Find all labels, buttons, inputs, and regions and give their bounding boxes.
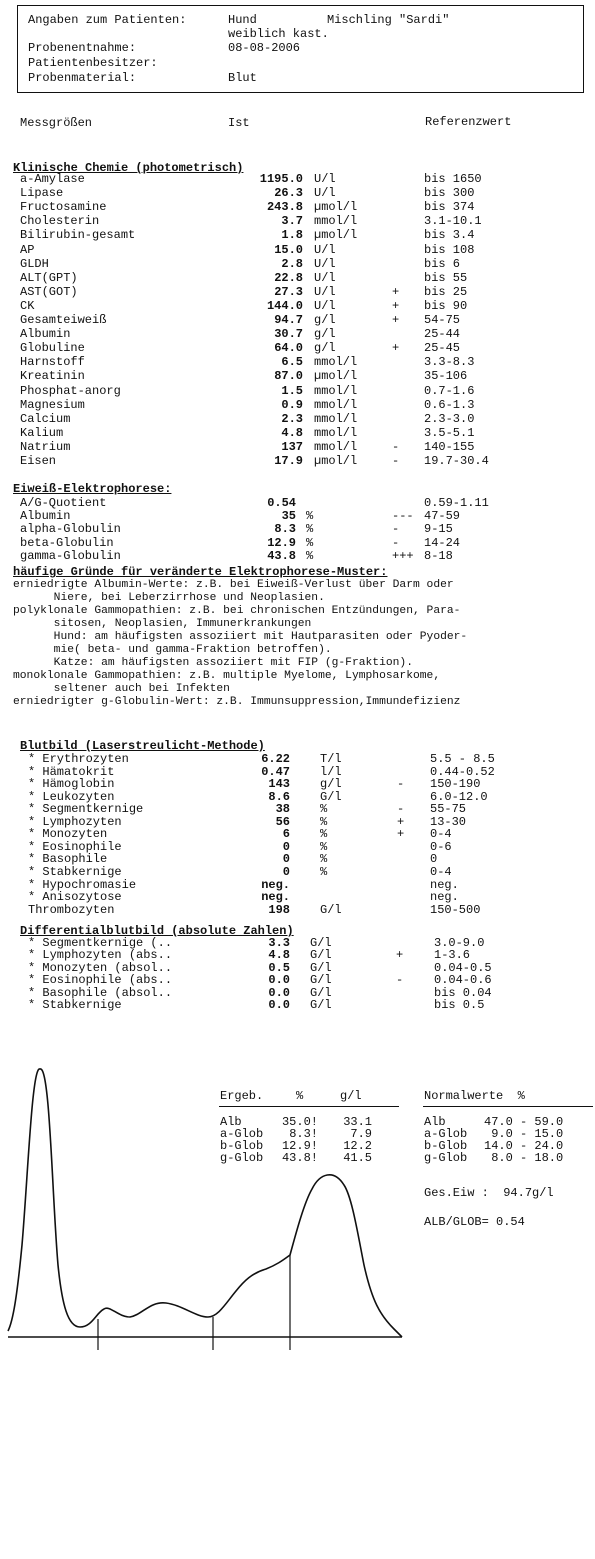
row-name: Calcium [20, 411, 71, 426]
row-ref: bis 6 [424, 256, 461, 271]
row-ref: 9-15 [424, 522, 453, 537]
row-value: 0 [282, 839, 290, 854]
sample-date: 08-08-2006 [228, 41, 301, 55]
row-ref: bis 0.5 [434, 998, 485, 1012]
row-flag: + [396, 948, 404, 963]
row-ref: 14-24 [424, 535, 461, 550]
row-name: gamma-Globulin [20, 548, 121, 563]
row-name: A/G-Quotient [20, 496, 107, 510]
row-unit: mmol/l [314, 355, 358, 370]
row-name: * Segmentkernige (.. [28, 936, 173, 950]
muster-line: polyklonale Gammopathien: z.B. bei chronischen Entzündungen, Para- [13, 605, 461, 617]
row-flag: - [392, 535, 400, 550]
row-name: AST(GOT) [20, 284, 78, 299]
row-value: 43.8 [267, 548, 296, 563]
row-ref: 35-106 [424, 369, 468, 384]
row-name: ALT(GPT) [20, 270, 78, 285]
patient-breed-name: Mischling "Sardi" [327, 13, 450, 27]
row-name: * Leukozyten [28, 789, 115, 804]
row-name: * Monozyten [28, 827, 108, 842]
row-unit: g/l [314, 341, 336, 356]
row-unit: % [306, 522, 314, 537]
row-ref: 3.3-8.3 [424, 355, 475, 370]
row-name: Thrombozyten [28, 902, 115, 917]
row-ref: 0.04-0.5 [434, 960, 492, 975]
row-value: 137 [281, 439, 303, 454]
row-ref: bis 1650 [424, 172, 482, 186]
row-flag: - [392, 522, 400, 537]
row-value: 143 [268, 777, 290, 792]
row-value: 4.8 [268, 948, 290, 963]
ergebnis-pct: 35.0! [281, 1115, 318, 1129]
row-ref: 0.6-1.3 [424, 397, 475, 412]
row-ref: bis 90 [424, 298, 468, 313]
row-ref: neg. [430, 890, 459, 905]
row-flag: + [392, 298, 400, 313]
row-unit: mmol/l [314, 439, 358, 454]
row-value: 26.3 [274, 186, 303, 201]
row-ref: 47-59 [424, 509, 461, 524]
row-unit: % [320, 814, 328, 829]
section-title-klinische-chemie: Klinische Chemie (photometrisch) [13, 161, 244, 175]
row-name: * Eosinophile (abs.. [28, 973, 173, 988]
row-ref: 54-75 [424, 313, 461, 327]
row-unit: G/l [310, 973, 332, 988]
muster-line: monoklonale Gammopathien: z.B. multiple Myelome, Lymphosarkome, [13, 670, 441, 682]
row-name: a-Amylase [20, 172, 85, 186]
row-ref: 25-44 [424, 327, 461, 342]
row-unit: mmol/l [314, 397, 358, 412]
section-title-blutbild: Blutbild (Laserstreulicht-Methode) [20, 739, 265, 753]
muster-line: erniedrigte Albumin-Werte: z.B. bei Eiweiß-Verlust über Darm oder [13, 579, 454, 591]
row-value: 17.9 [274, 454, 303, 468]
row-value: 56 [275, 814, 290, 829]
row-flag: + [397, 827, 405, 842]
row-value: 6 [282, 827, 290, 842]
muster-line: Katze: am häufigsten assoziiert mit FIP (g-Fraktion). [13, 657, 413, 669]
ergebnis-gl: 41.5 [343, 1151, 372, 1165]
row-unit: G/l [320, 902, 342, 917]
row-value: 8.6 [268, 789, 290, 804]
row-value: 0.54 [267, 496, 296, 510]
section-title-differential: Differentialblutbild (absolute Zahlen) [20, 924, 294, 938]
row-name: Cholesterin [20, 214, 100, 229]
row-ref: bis 108 [424, 242, 475, 257]
row-ref: 3.0-9.0 [434, 936, 485, 950]
row-name: Albumin [20, 509, 71, 524]
row-value: 0.5 [268, 960, 290, 975]
row-ref: 19.7-30.4 [424, 454, 489, 468]
row-value: 0 [282, 852, 290, 867]
row-name: Bilirubin-gesamt [20, 228, 136, 243]
row-unit: g/l [320, 777, 342, 792]
row-unit: % [320, 852, 328, 867]
row-flag: + [392, 284, 400, 299]
row-name: beta-Globulin [20, 535, 114, 550]
row-name: * Lymphozyten (abs.. [28, 948, 173, 963]
row-ref: 0.7-1.6 [424, 383, 475, 398]
row-unit: mmol/l [314, 411, 358, 426]
row-name: * Anisozytose [28, 890, 122, 905]
row-name: * Basophile [28, 852, 108, 867]
row-flag: + [392, 313, 400, 327]
column-header-value: Ist [228, 116, 250, 130]
row-unit: µmol/l [314, 454, 358, 468]
row-value: 30.7 [274, 327, 303, 342]
row-unit: G/l [310, 985, 332, 1000]
section-title-elektrophorese: Eiweiß-Elektrophorese: [13, 482, 172, 496]
row-name: GLDH [20, 256, 49, 271]
row-name: Eisen [20, 454, 57, 468]
row-flag: +++ [392, 548, 414, 563]
row-value: 144.0 [266, 298, 303, 313]
row-name: * Lymphozyten [28, 814, 122, 829]
row-ref: 0.44-0.52 [430, 764, 495, 779]
material-label: Probenmaterial: [28, 71, 137, 85]
row-unit: U/l [314, 242, 336, 257]
row-name: * Hypochromasie [28, 877, 137, 892]
row-ref: 25-45 [424, 341, 461, 356]
row-name: Phosphat-anorg [20, 383, 121, 398]
row-flag: - [396, 973, 404, 988]
muster-line: sitosen, Neoplasien, Immunerkrankungen [13, 618, 312, 630]
row-name: AP [20, 242, 35, 257]
row-value: 0.0 [268, 998, 290, 1012]
normalwerte-name: a-Glob [424, 1127, 468, 1141]
muster-line: mie( beta- und gamma-Fraktion betroffen). [13, 644, 332, 656]
row-value: 3.3 [268, 936, 290, 950]
row-ref: 0-4 [430, 864, 452, 879]
row-ref: bis 55 [424, 270, 468, 285]
row-value: 1195.0 [259, 172, 303, 186]
ergebnis-pct: 12.9! [281, 1139, 318, 1153]
row-ref: 13-30 [430, 814, 467, 829]
row-flag: --- [392, 509, 414, 524]
ges-eiw-value: Ges.Eiw : 94.7g/l [424, 1186, 554, 1200]
row-unit: G/l [310, 948, 332, 963]
row-value: 4.8 [281, 425, 303, 440]
row-ref: 150-190 [430, 777, 481, 792]
row-name: * Stabkernige [28, 998, 122, 1012]
ergebnis-header-label: Ergeb. [220, 1089, 264, 1103]
row-unit: U/l [314, 172, 336, 186]
row-name: Albumin [20, 327, 71, 342]
normalwerte-divider [423, 1106, 593, 1107]
row-value: 0 [282, 864, 290, 879]
row-value: 27.3 [274, 284, 303, 299]
row-ref: neg. [430, 877, 459, 892]
row-ref: 3.1-10.1 [424, 214, 482, 229]
row-ref: 3.5-5.1 [424, 425, 475, 440]
row-name: * Hämatokrit [28, 764, 115, 779]
row-name: * Erythrozyten [28, 752, 129, 766]
row-value: 38 [275, 802, 290, 817]
row-value: 6.5 [281, 355, 303, 370]
row-unit: mmol/l [314, 383, 358, 398]
row-unit: % [320, 839, 328, 854]
row-ref: 2.3-3.0 [424, 411, 475, 426]
ergebnis-divider [219, 1106, 399, 1107]
row-unit: µmol/l [314, 228, 358, 243]
row-ref: 150-500 [430, 902, 481, 917]
row-name: Gesamteiweiß [20, 313, 107, 327]
row-unit: U/l [314, 270, 336, 285]
row-flag: + [392, 341, 400, 356]
row-value: 2.8 [281, 256, 303, 271]
row-name: Magnesium [20, 397, 85, 412]
ergebnis-header-gl: g/l [340, 1089, 362, 1103]
normalwerte-range: 9.0 - 15.0 [484, 1127, 564, 1141]
muster-line: Hund: am häufigsten assoziiert mit Hautparasiten oder Pyoder- [13, 631, 468, 643]
row-ref: 6.0-12.0 [430, 789, 488, 804]
row-name: alpha-Globulin [20, 522, 121, 537]
row-name: * Basophile (absol.. [28, 985, 173, 1000]
row-flag: - [392, 454, 400, 468]
row-value: 0.9 [281, 397, 303, 412]
column-header-ref: Referenzwert [425, 115, 512, 129]
row-unit: mmol/l [314, 425, 358, 440]
normalwerte-name: g-Glob [424, 1151, 468, 1165]
row-unit: G/l [310, 960, 332, 975]
row-value: 15.0 [274, 242, 303, 257]
row-unit: % [320, 827, 328, 842]
ergebnis-pct: 43.8! [281, 1151, 318, 1165]
row-value: 0.0 [268, 973, 290, 988]
row-value: 87.0 [274, 369, 303, 384]
row-flag: - [397, 802, 405, 817]
row-ref: 55-75 [430, 802, 467, 817]
row-ref: 1-3.6 [434, 948, 471, 963]
row-value: 198 [268, 902, 290, 917]
row-name: Globuline [20, 341, 85, 356]
row-unit: G/l [310, 936, 332, 950]
row-unit: % [306, 548, 314, 563]
row-value: 64.0 [274, 341, 303, 356]
ergebnis-gl: 33.1 [343, 1115, 372, 1129]
row-flag: - [392, 439, 400, 454]
row-ref: bis 3.4 [424, 228, 475, 243]
row-value: 243.8 [266, 200, 303, 215]
row-unit: l/l [320, 764, 342, 779]
section-title-muster: häufige Gründe für veränderte Elektrophorese-Muster: [13, 565, 388, 579]
row-unit: µmol/l [314, 200, 358, 215]
normalwerte-name: b-Glob [424, 1139, 468, 1153]
normalwerte-header: Normalwerte % [424, 1089, 525, 1103]
row-ref: bis 374 [424, 200, 475, 215]
row-flag: + [397, 814, 405, 829]
row-name: Lipase [20, 186, 64, 201]
row-ref: 0-6 [430, 839, 452, 854]
alb-glob-ratio: ALB/GLOB= 0.54 [424, 1215, 525, 1229]
row-unit: G/l [310, 998, 332, 1012]
row-unit: % [320, 802, 328, 817]
row-ref: 0.59-1.11 [424, 496, 489, 510]
row-name: Kreatinin [20, 369, 85, 384]
normalwerte-name: Alb [424, 1115, 446, 1129]
row-flag: - [397, 777, 405, 792]
ergebnis-name: Alb [220, 1115, 242, 1129]
row-unit: T/l [320, 752, 342, 766]
row-name: CK [20, 298, 35, 313]
row-unit: % [306, 535, 314, 550]
row-value: neg. [261, 877, 290, 892]
row-value: 6.22 [261, 752, 290, 766]
row-value: 0.0 [268, 985, 290, 1000]
row-unit: G/l [320, 789, 342, 804]
row-value: 1.8 [281, 228, 303, 243]
row-unit: U/l [314, 298, 336, 313]
patient-sex: weiblich kast. [228, 27, 329, 41]
column-header-param: Messgrößen [20, 116, 93, 130]
row-ref: bis 300 [424, 186, 475, 201]
row-unit: U/l [314, 284, 336, 299]
row-unit: g/l [314, 313, 336, 327]
row-value: 0.47 [261, 764, 290, 779]
patient-label: Angaben zum Patienten: [28, 13, 187, 27]
row-unit: g/l [314, 327, 336, 342]
row-name: * Hämoglobin [28, 777, 115, 792]
ergebnis-name: b-Glob [220, 1139, 264, 1153]
row-unit: µmol/l [314, 369, 358, 384]
row-ref: 140-155 [424, 439, 475, 454]
row-name: Kalium [20, 425, 64, 440]
row-ref: 8-18 [424, 548, 453, 563]
row-value: neg. [261, 890, 290, 905]
muster-line: erniedrigter g-Globulin-Wert: z.B. Immunsuppression,Immundefizienz [13, 696, 461, 708]
normalwerte-range: 47.0 - 59.0 [484, 1115, 564, 1129]
row-ref: 0 [430, 852, 438, 867]
muster-line: Niere, bei Leberzirrhose und Neoplasien. [13, 592, 325, 604]
ergebnis-name: a-Glob [220, 1127, 264, 1141]
row-unit: U/l [314, 186, 336, 201]
normalwerte-range: 8.0 - 18.0 [484, 1151, 564, 1165]
sample-date-label: Probenentnahme: [28, 41, 137, 55]
row-ref: 5.5 - 8.5 [430, 752, 495, 766]
row-name: * Stabkernige [28, 864, 122, 879]
row-value: 2.3 [281, 411, 303, 426]
row-value: 8.3 [274, 522, 296, 537]
row-value: 1.5 [281, 383, 303, 398]
ergebnis-pct: 8.3! [289, 1127, 318, 1141]
row-name: * Segmentkernige [28, 802, 144, 817]
ergebnis-gl: 12.2 [343, 1139, 372, 1153]
row-value: 22.8 [274, 270, 303, 285]
row-name: Harnstoff [20, 355, 85, 370]
row-unit: % [306, 509, 314, 524]
owner-label: Patientenbesitzer: [28, 56, 158, 70]
material-value: Blut [228, 71, 257, 85]
row-ref: bis 0.04 [434, 985, 492, 1000]
row-unit: % [320, 864, 328, 879]
row-ref: 0.04-0.6 [434, 973, 492, 988]
row-value: 12.9 [267, 535, 296, 550]
muster-line: seltener auch bei Infekten [13, 683, 230, 695]
patient-species: Hund [228, 13, 257, 27]
ergebnis-header-pct: % [296, 1089, 304, 1103]
row-name: Fructosamine [20, 200, 107, 215]
ergebnis-name: g-Glob [220, 1151, 264, 1165]
normalwerte-range: 14.0 - 24.0 [484, 1139, 564, 1153]
row-name: Natrium [20, 439, 71, 454]
row-ref: bis 25 [424, 284, 468, 299]
row-unit: mmol/l [314, 214, 358, 229]
row-ref: 0-4 [430, 827, 452, 842]
row-unit: U/l [314, 256, 336, 271]
row-value: 3.7 [281, 214, 303, 229]
row-value: 35 [281, 509, 296, 524]
row-name: * Monozyten (absol.. [28, 960, 173, 975]
row-name: * Eosinophile [28, 839, 122, 854]
row-value: 94.7 [274, 313, 303, 327]
ergebnis-gl: 7.9 [350, 1127, 372, 1141]
